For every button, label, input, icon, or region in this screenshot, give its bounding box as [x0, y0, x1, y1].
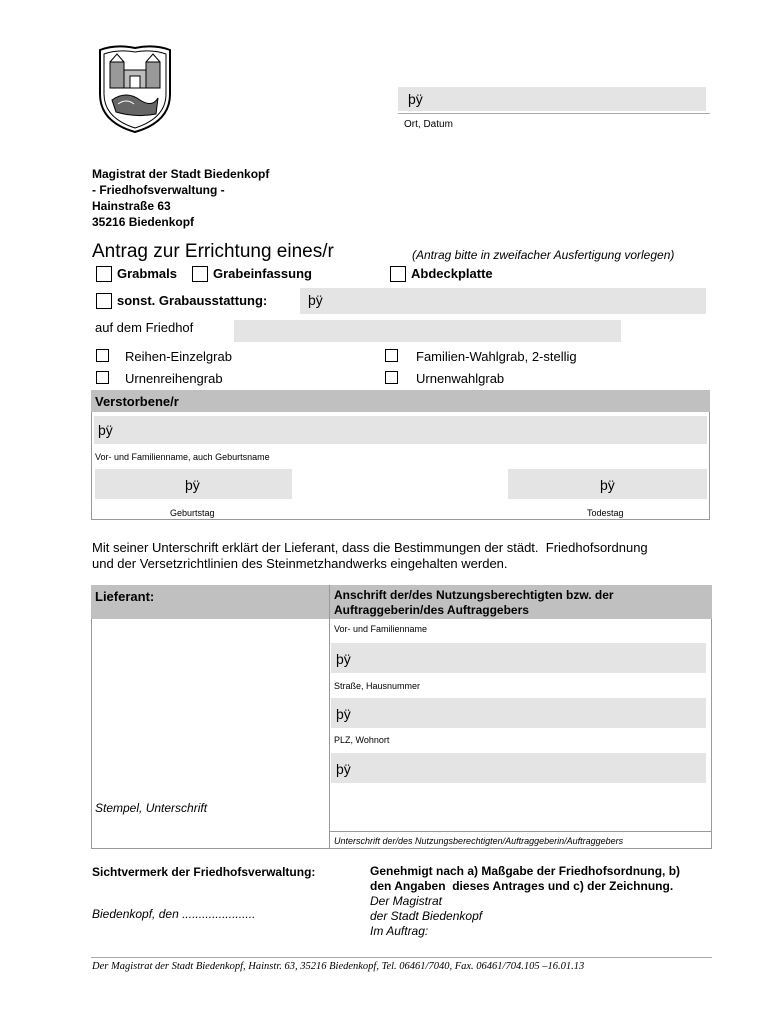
holder-heading	[334, 588, 614, 618]
table-divider	[329, 585, 330, 849]
urnenwahl-label: Urnenwahlgrab	[416, 371, 505, 386]
birth-date-label: Geburtstag	[170, 508, 215, 518]
approved-line2: den Angaben dieses Antrages und c) der Zeichnung.	[370, 879, 674, 893]
urnenreihen-checkbox[interactable]	[96, 371, 109, 384]
holder-name-label: Vor- und Familienname	[334, 624, 428, 634]
magistrat-line2: der Stadt Biedenkopf	[370, 909, 483, 923]
friedhof-label: auf dem Friedhof	[95, 320, 194, 335]
sonst-value: þÿ	[308, 292, 323, 308]
holder-name-value: þÿ	[336, 651, 351, 667]
holder-street-field[interactable]	[331, 698, 706, 728]
sonst-checkbox[interactable]	[96, 293, 112, 309]
holder-name-field[interactable]	[331, 643, 706, 673]
holder-heading-line2: Auftraggeberin/des Auftraggebers	[334, 603, 529, 617]
magistrat-line3: Im Auftrag:	[370, 924, 429, 938]
grabmals-checkbox[interactable]	[96, 266, 112, 282]
recipient-address	[92, 166, 269, 230]
friedhof-field[interactable]	[234, 320, 621, 342]
holder-street-value: þÿ	[336, 706, 351, 722]
deceased-name-value: þÿ	[98, 422, 113, 438]
declaration-text	[92, 540, 648, 572]
approval-place-line: Biedenkopf, den ......................	[92, 907, 256, 921]
declaration-line2: und der Versetzrichtlinien des Steinmetzhandwerks eingehalten werden.	[92, 556, 508, 571]
holder-city-field[interactable]	[331, 753, 706, 783]
stamp-label: Stempel, Unterschrift	[95, 801, 208, 815]
sonst-label: sonst. Grabausstattung:	[117, 293, 268, 308]
place-date-label: Ort, Datum	[404, 119, 453, 130]
familien-label: Familien-Wahlgrab, 2-stellig	[416, 349, 577, 364]
form-note: (Antrag bitte in zweifacher Ausfertigung vorlegen)	[412, 248, 675, 262]
grabeinfassung-checkbox[interactable]	[192, 266, 208, 282]
holder-city-value: þÿ	[336, 761, 351, 777]
holder-signature-label: Unterschrift der/des Nutzungsberechtigten/Auftraggeberin/Auftraggebers	[334, 836, 624, 846]
deceased-name-label: Vor- und Familienname, auch Geburtsname	[95, 452, 270, 462]
place-date-field[interactable]	[398, 87, 706, 111]
deceased-header	[91, 390, 710, 412]
recipient-line4: 35216 Biedenkopf	[92, 215, 195, 229]
place-date-underline	[398, 113, 710, 114]
form-title: Antrag zur Errichtung eines/r	[92, 241, 334, 262]
signature-line	[329, 831, 712, 832]
approved-line1: Genehmigt nach a) Maßgabe der Friedhofsordnung, b)	[370, 864, 681, 878]
birth-date-field[interactable]	[95, 469, 292, 499]
place-date-value: þÿ	[408, 91, 423, 107]
holder-city-label: PLZ, Wohnort	[334, 735, 390, 745]
familien-checkbox[interactable]	[385, 349, 398, 362]
approval-block	[370, 864, 680, 939]
reihen-label: Reihen-Einzelgrab	[125, 349, 232, 364]
visa-label: Sichtvermerk der Friedhofsverwaltung:	[92, 865, 316, 879]
recipient-line2: - Friedhofsverwaltung -	[92, 183, 225, 197]
urnenwahl-checkbox[interactable]	[385, 371, 398, 384]
sonst-field[interactable]	[300, 288, 706, 314]
recipient-line1: Magistrat der Stadt Biedenkopf	[92, 167, 270, 181]
holder-street-label: Straße, Hausnummer	[334, 681, 421, 691]
grabmals-label: Grabmals	[117, 266, 177, 281]
recipient-line3: Hainstraße 63	[92, 199, 171, 213]
deceased-name-field[interactable]	[94, 416, 707, 444]
death-date-label: Todestag	[587, 508, 624, 518]
abdeckplatte-label: Abdeckplatte	[411, 266, 493, 281]
declaration-line1: Mit seiner Unterschrift erklärt der Lieferant, dass die Bestimmungen der städt. Friedhofsordnung	[92, 540, 648, 555]
abdeckplatte-checkbox[interactable]	[390, 266, 406, 282]
magistrat-line1: Der Magistrat	[370, 894, 443, 908]
death-date-value: þÿ	[600, 477, 615, 493]
reihen-checkbox[interactable]	[96, 349, 109, 362]
deceased-heading: Verstorbene/r	[95, 394, 179, 409]
holder-heading-line1: Anschrift der/des Nutzungsberechtigten bzw. der	[334, 588, 614, 602]
footer-rule	[91, 957, 712, 958]
death-date-field[interactable]	[508, 469, 707, 499]
grabeinfassung-label: Grabeinfassung	[213, 266, 312, 281]
footer-text: Der Magistrat der Stadt Biedenkopf, Hainstr. 63, 35216 Biedenkopf, Tel. 06461/7040, Fax. 06461/704.105 –16.01.13	[92, 961, 585, 972]
supplier-heading: Lieferant:	[95, 589, 155, 604]
urnenreihen-label: Urnenreihengrab	[125, 371, 223, 386]
birth-date-value: þÿ	[185, 477, 200, 493]
coat-of-arms-logo	[96, 44, 174, 134]
